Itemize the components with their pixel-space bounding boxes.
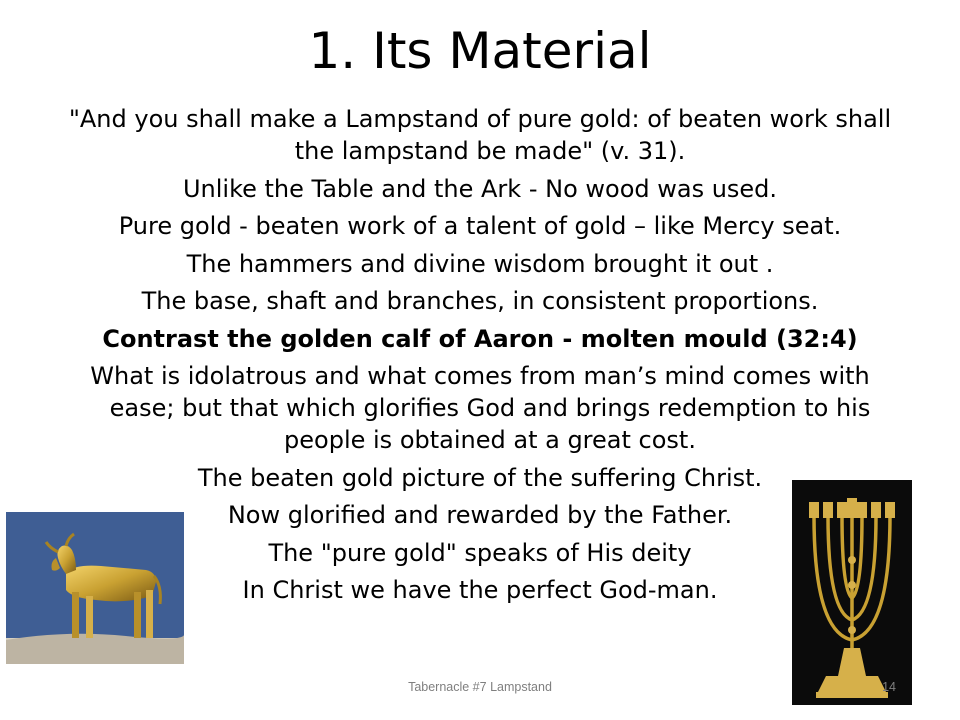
slide-title: 1. Its Material	[308, 22, 652, 80]
body-paragraph: The "pure gold" speaks of His deity	[268, 538, 692, 567]
page-number: 14	[882, 680, 896, 694]
body-paragraph-bold: Contrast the golden calf of Aaron - molten mould (32:4)	[102, 324, 858, 353]
body-paragraph: Pure gold - beaten work of a talent of gold – like Mercy seat.	[118, 212, 842, 240]
footer-title: Tabernacle #7 Lampstand	[408, 680, 552, 694]
menorah-image	[792, 480, 912, 705]
body-paragraph: Unlike the Table and the Ark - No wood was used.	[182, 174, 778, 203]
body-paragraph: In Christ we have the perfect God-man.	[242, 576, 718, 604]
slide-body	[58, 103, 902, 612]
body-paragraph: The base, shaft and branches, in consistent proportions.	[141, 287, 819, 315]
body-paragraph: The beaten gold picture of the suffering Christ.	[197, 463, 763, 492]
body-paragraph: The hammers and divine wisdom brought it out .	[186, 249, 774, 278]
body-paragraph: Now glorified and rewarded by the Father.	[227, 501, 733, 529]
body-paragraph: "And you shall make a Lampstand of pure gold: of beaten work shall the lampstand be made" (v. 31).	[68, 105, 892, 165]
body-paragraph: What is idolatrous and what comes from man’s mind comes with ease; but that which glorifies God and brings redemption to his people is obtained at a great cost.	[90, 362, 871, 454]
golden-calf-image	[6, 512, 184, 664]
